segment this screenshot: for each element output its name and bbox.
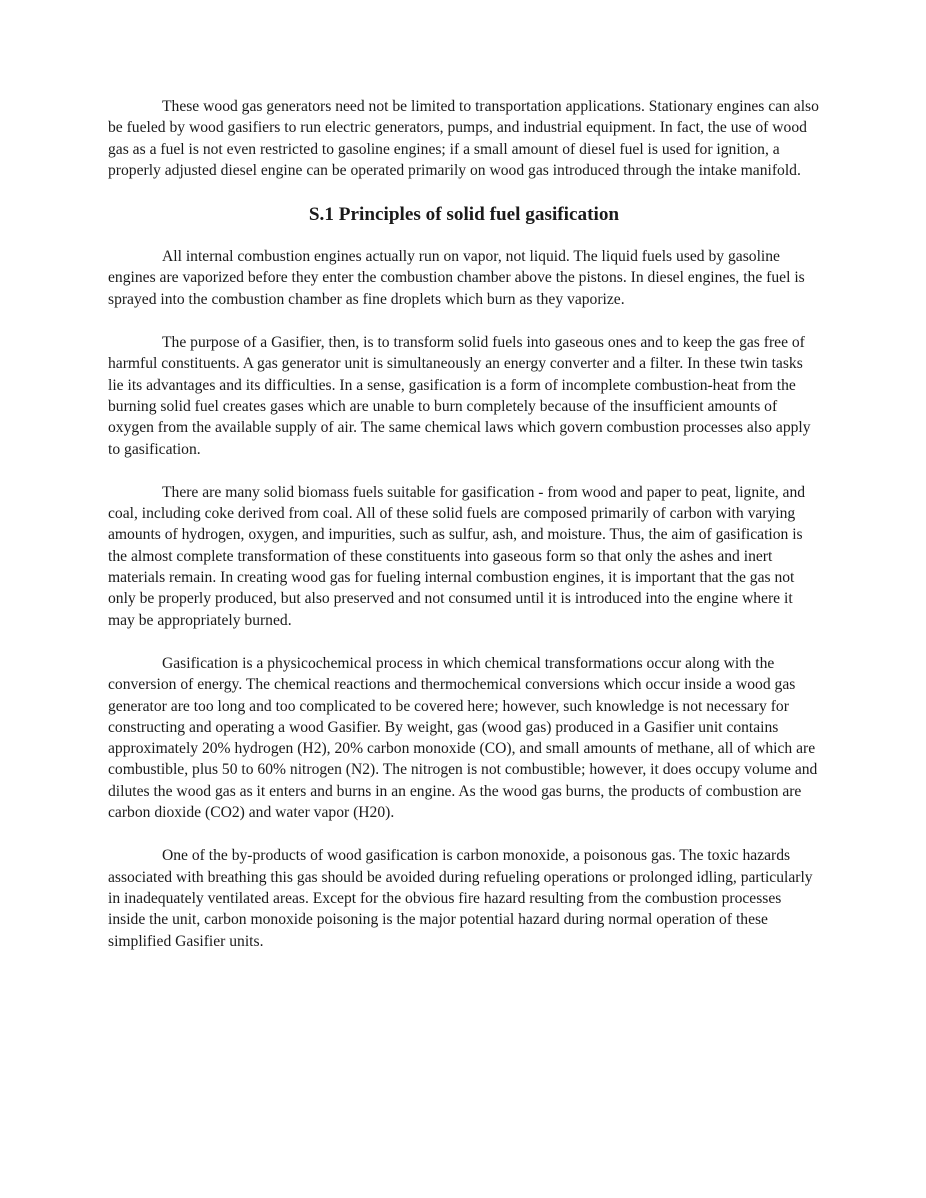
body-paragraph-3: There are many solid biomass fuels suitable for gasification - from wood and paper to peat, lignite, and coal, including coke derived from coal. All of these solid fuels are composed primarily of carbon with varying amounts of hydrogen, oxygen, and impurities, such as sulfur, ash, and moisture. Thus, the aim of gasification is the almost complete transformation of these constituents into gaseous form so that only the ashes and inert materials remain. In creating wood gas for fueling internal combustion engines, it is important that the gas not only be properly produced, but also preserved and not consumed until it is introduced into the engine where it may be appropriately burned. bbox=[108, 483, 806, 629]
body-paragraph-1: All internal combustion engines actually run on vapor, not liquid. The liquid fuels used by gasoline engines are vaporized before they enter the combustion chamber above the pistons. In diesel engines, the fuel is sprayed into the combustion chamber as fine droplets which burn as they vaporize. bbox=[108, 248, 805, 308]
intro-paragraph: These wood gas generators need not be limited to transportation applications. Stationary engines can also be fueled by wood gasifiers to run electric generators, pumps, and industrial equipment. In fact, the use of wood gas as a fuel is not even restricted to gasoline engines; if a small amount of diesel fuel is used for ignition, a properly adjusted diesel engine can be operated primarily on wood gas introduced through the intake manifold. bbox=[108, 98, 819, 179]
body-paragraph-5: One of the by-products of wood gasification is carbon monoxide, a poisonous gas. The toxic hazards associated with breathing this gas should be avoided during refueling operations or prolonged idling, particularly in inadequately ventilated areas. Except for the obvious fire hazard resulting from the combustion processes inside the unit, carbon monoxide poisoning is the major potential hazard during normal operation of these simplified Gasifier units. bbox=[108, 847, 813, 950]
body-paragraph-4: Gasification is a physicochemical process in which chemical transformations occur along with the conversion of energy. The chemical reactions and thermochemical conversions which occur inside a wood gas generator are too long and too complicated to be covered here; however, such knowledge is not necessary for constructing and operating a wood Gasifier. By weight, gas (wood gas) produced in a Gasifier unit contains approximately 20% hydrogen (H2), 20% carbon monoxide (CO), and small amounts of methane, all of which are combustible, plus 50 to 60% nitrogen (N2). The nitrogen is not combustible; however, it does occupy volume and dilutes the wood gas as it enters and burns in an engine. As the wood gas burns, the products of combustion are carbon dioxide (CO2) and water vapor (H20). bbox=[108, 654, 818, 822]
document-body bbox=[108, 96, 820, 974]
body-paragraph-2: The purpose of a Gasifier, then, is to transform solid fuels into gaseous ones and to keep the gas free of harmful constituents. A gas generator unit is simultaneously an energy converter and a filter. In these twin tasks lie its advantages and its difficulties. In a sense, gasification is a form of incomplete combustion-heat from the burning solid fuel creates gases which are unable to burn completely because of the insufficient amounts of oxygen from the available supply of air. The same chemical laws which govern combustion processes also apply to gasification. bbox=[108, 334, 811, 458]
section-heading: S.1 Principles of solid fuel gasification bbox=[308, 204, 620, 226]
